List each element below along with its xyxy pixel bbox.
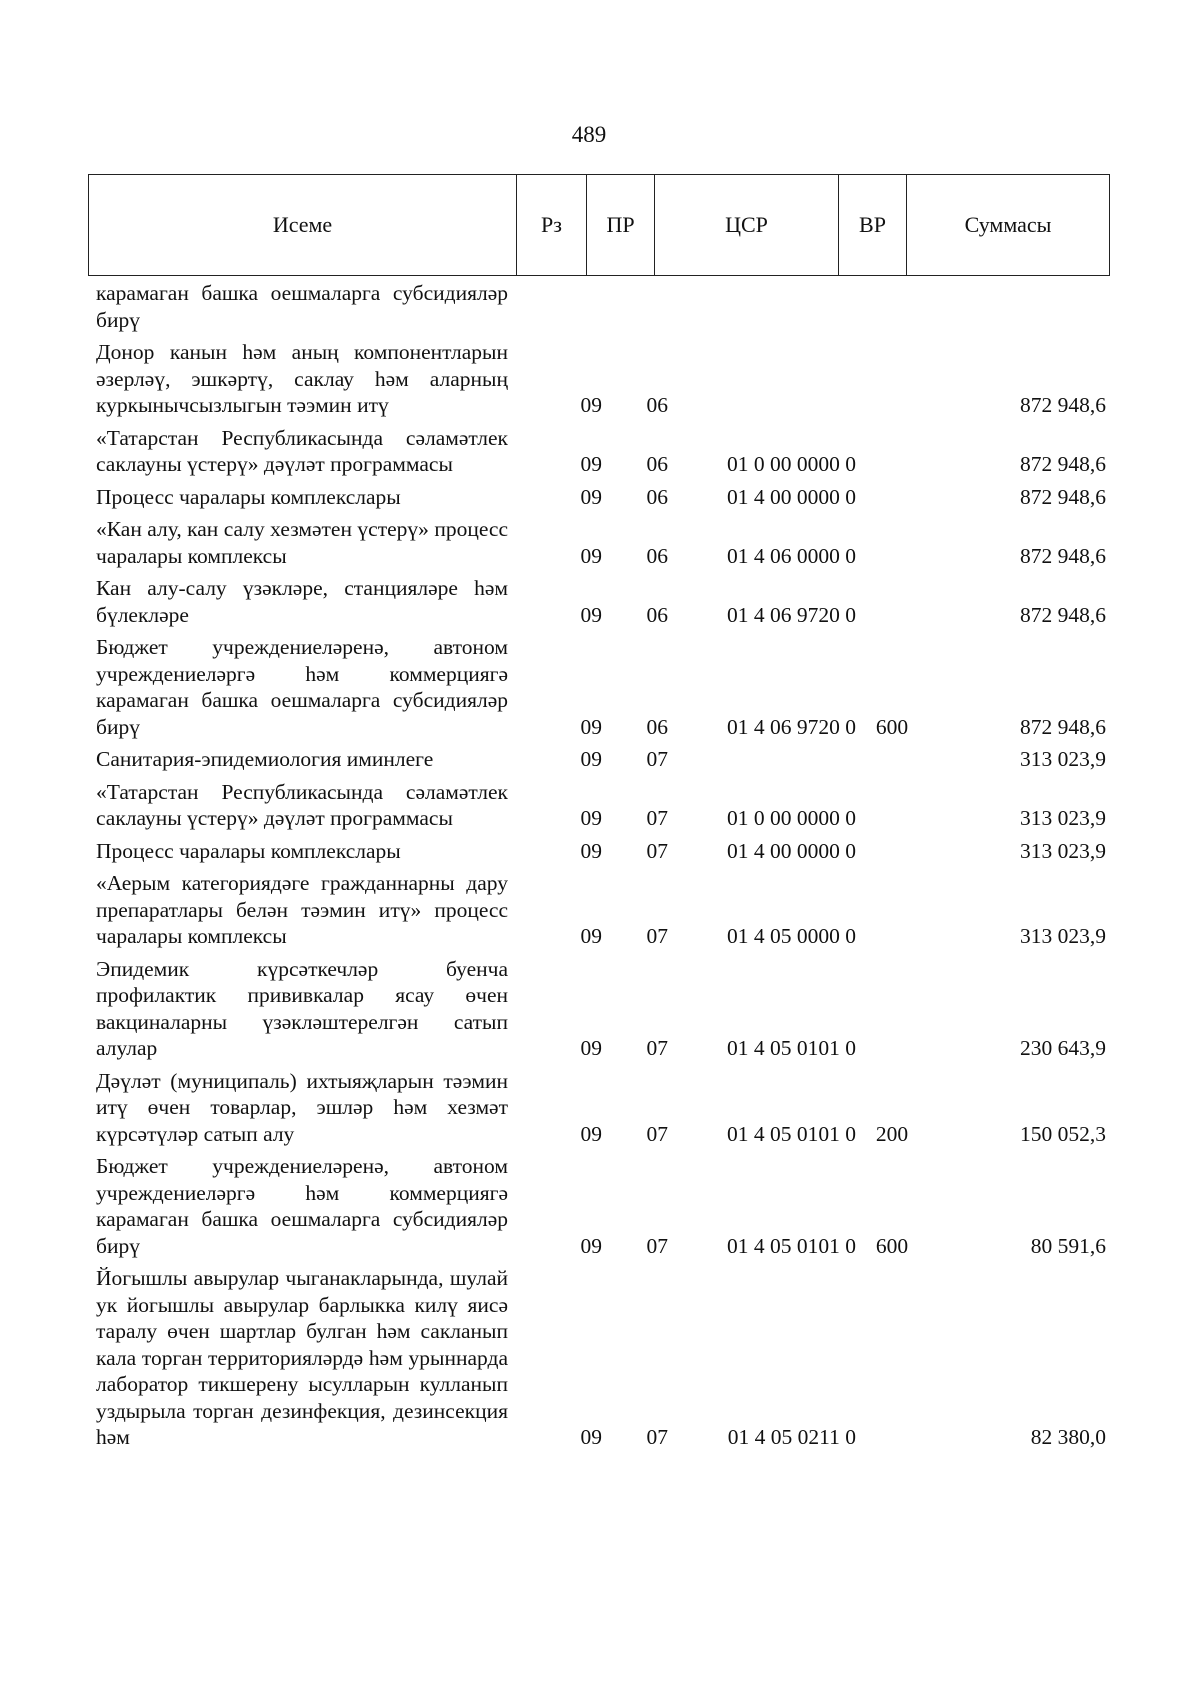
row-name: «Татарстан Республикасында сәламәтлек саклауны үстерү» дәүләт программасы — [96, 425, 508, 476]
row-pr: 06 — [646, 602, 668, 627]
row-sum: 872 948,6 — [1020, 714, 1106, 739]
row-sum: 230 643,9 — [1020, 1036, 1106, 1060]
row-name: Бюджет учреждениеләренә, автоном учреждениеләргә һәм коммерциягә карамаган башка оешмаларга субсидияләр бирү — [96, 1154, 508, 1258]
row-rz: 09 — [580, 452, 602, 476]
header-pr: ПР — [587, 175, 655, 275]
row-name: «Аерым категориядәге гражданнарны дару препаратлары белән тәэмин итү» процесс чаралары комплексы — [96, 871, 508, 948]
row-pr: 07 — [646, 1036, 668, 1060]
table-row — [96, 1153, 1106, 1259]
row-pr: 06 — [646, 393, 668, 417]
row-csr: 01 4 06 0000 0 — [727, 543, 856, 568]
row-name: Процесс чаралары комплекслары — [96, 484, 401, 509]
row-csr: 01 0 00 0000 0 — [727, 452, 856, 476]
table-row — [96, 956, 1106, 1062]
table-row — [96, 339, 1106, 419]
table-row — [96, 870, 1106, 950]
row-sum: 313 023,9 — [1020, 924, 1106, 948]
row-pr: 07 — [646, 1121, 668, 1146]
row-rz: 09 — [580, 838, 602, 863]
row-rz: 09 — [580, 602, 602, 627]
row-pr: 07 — [646, 924, 668, 948]
row-rz: 09 — [580, 714, 602, 739]
row-name: Бюджет учреждениеләренә, автоном учреждениеләргә һәм коммерциягә карамаган башка оешмаларга субсидияләр бирү — [96, 635, 508, 739]
table-row — [96, 746, 1106, 773]
row-sum: 313 023,9 — [1020, 838, 1106, 863]
row-csr: 01 4 05 0101 0 — [727, 1233, 856, 1258]
row-vr: 600 — [875, 714, 909, 739]
row-pr: 07 — [646, 838, 668, 863]
table-row — [96, 838, 1106, 865]
row-name: Санитария-эпидемиология иминлеге — [96, 747, 434, 771]
row-rz: 09 — [580, 543, 602, 568]
row-csr: 01 4 00 0000 0 — [727, 484, 856, 509]
table-row — [96, 484, 1106, 511]
row-csr: 01 4 05 0101 0 — [727, 1036, 856, 1060]
row-sum: 872 948,6 — [1020, 543, 1106, 568]
row-sum: 872 948,6 — [1020, 393, 1106, 417]
row-pr: 07 — [646, 747, 668, 771]
table-body — [96, 280, 1106, 1457]
row-rz: 09 — [580, 484, 602, 509]
table-header — [88, 174, 1110, 276]
row-rz: 09 — [580, 924, 602, 948]
header-rz: Рз — [517, 175, 587, 275]
row-pr: 06 — [646, 543, 668, 568]
row-sum: 150 052,3 — [1020, 1121, 1106, 1146]
table-row — [96, 516, 1106, 569]
row-sum: 313 023,9 — [1020, 806, 1106, 830]
page-number: 489 — [571, 122, 607, 147]
row-pr: 06 — [646, 452, 668, 476]
header-csr: ЦСР — [655, 175, 839, 275]
row-name: Йогышлы авырулар чыганакларында, шулай ук йогышлы авырулар барлыкка килү яисә таралу өчен шартлар булган һәм сакланып кала торган территорияләрдә һәм урыннарда лаборатор тикшерену ысулларын кулланып уздырыла торган дезинфекция, дезинсекция һәм — [96, 1266, 508, 1449]
row-csr: 01 4 06 9720 0 — [727, 714, 856, 739]
row-rz: 09 — [580, 747, 602, 771]
table-row — [96, 1068, 1106, 1148]
header-name: Исеме — [89, 175, 517, 275]
row-pr: 07 — [646, 1425, 668, 1449]
row-sum: 313 023,9 — [1020, 747, 1106, 771]
row-name: «Татарстан Республикасында сәламәтлек саклауны үстерү» дәүләт программасы — [96, 779, 508, 830]
row-sum: 82 380,0 — [1030, 1425, 1106, 1449]
table-row — [96, 575, 1106, 628]
table-row — [96, 779, 1106, 832]
row-rz: 09 — [580, 393, 602, 417]
table-row — [96, 425, 1106, 478]
row-sum: 872 948,6 — [1020, 602, 1106, 627]
row-name: Донор канын һәм аның компонентларын әзерләү, эшкәртү, саклау һәм аларның куркынычсызлыгын тәэмин итү — [96, 340, 508, 417]
row-rz: 09 — [580, 1233, 602, 1258]
row-name: Эпидемик күрсәткечләр буенча профилактик прививкалар ясау өчен вакциналарны үзәкләштерелгән сатып алулар — [96, 956, 508, 1060]
row-pr: 07 — [646, 1233, 668, 1258]
row-csr: 01 0 00 0000 0 — [727, 806, 856, 830]
row-csr: 01 4 05 0000 0 — [727, 924, 856, 948]
header-vr: ВР — [839, 175, 907, 275]
table-row — [96, 280, 1106, 333]
row-csr: 01 4 05 0211 0 — [727, 1425, 856, 1449]
header-sum: Суммасы — [964, 212, 1052, 237]
row-name: Дәүләт (муниципаль) ихтыяҗларын тәэмин итү өчен товарлар, эшләр һәм хезмәт күрсәтүләр сатып алу — [96, 1068, 508, 1146]
row-rz: 09 — [580, 806, 602, 830]
row-csr: 01 4 06 9720 0 — [727, 602, 856, 627]
row-csr: 01 4 05 0101 0 — [727, 1121, 856, 1146]
table-row — [96, 1265, 1106, 1451]
row-name: карамаган башка оешмаларга субсидияләр бирү — [96, 281, 508, 332]
row-vr: 200 — [875, 1121, 909, 1146]
row-sum: 872 948,6 — [1020, 484, 1106, 509]
row-rz: 09 — [580, 1121, 602, 1146]
row-name: «Кан алу, кан салу хезмәтен үстерү» процесс чаралары комплексы — [96, 517, 508, 568]
row-pr: 07 — [646, 806, 668, 830]
row-vr: 600 — [875, 1233, 909, 1258]
row-name: Кан алу-салу үзәкләре, станцияләре һәм бүлекләре — [96, 576, 508, 627]
row-rz: 09 — [580, 1036, 602, 1060]
table-row — [96, 634, 1106, 740]
row-sum: 872 948,6 — [1020, 452, 1106, 476]
row-csr: 01 4 00 0000 0 — [727, 838, 856, 863]
row-pr: 06 — [646, 714, 668, 739]
row-name: Процесс чаралары комплекслары — [96, 838, 401, 863]
row-sum: 80 591,6 — [1030, 1233, 1106, 1258]
row-rz: 09 — [580, 1425, 602, 1449]
row-pr: 06 — [646, 484, 668, 509]
